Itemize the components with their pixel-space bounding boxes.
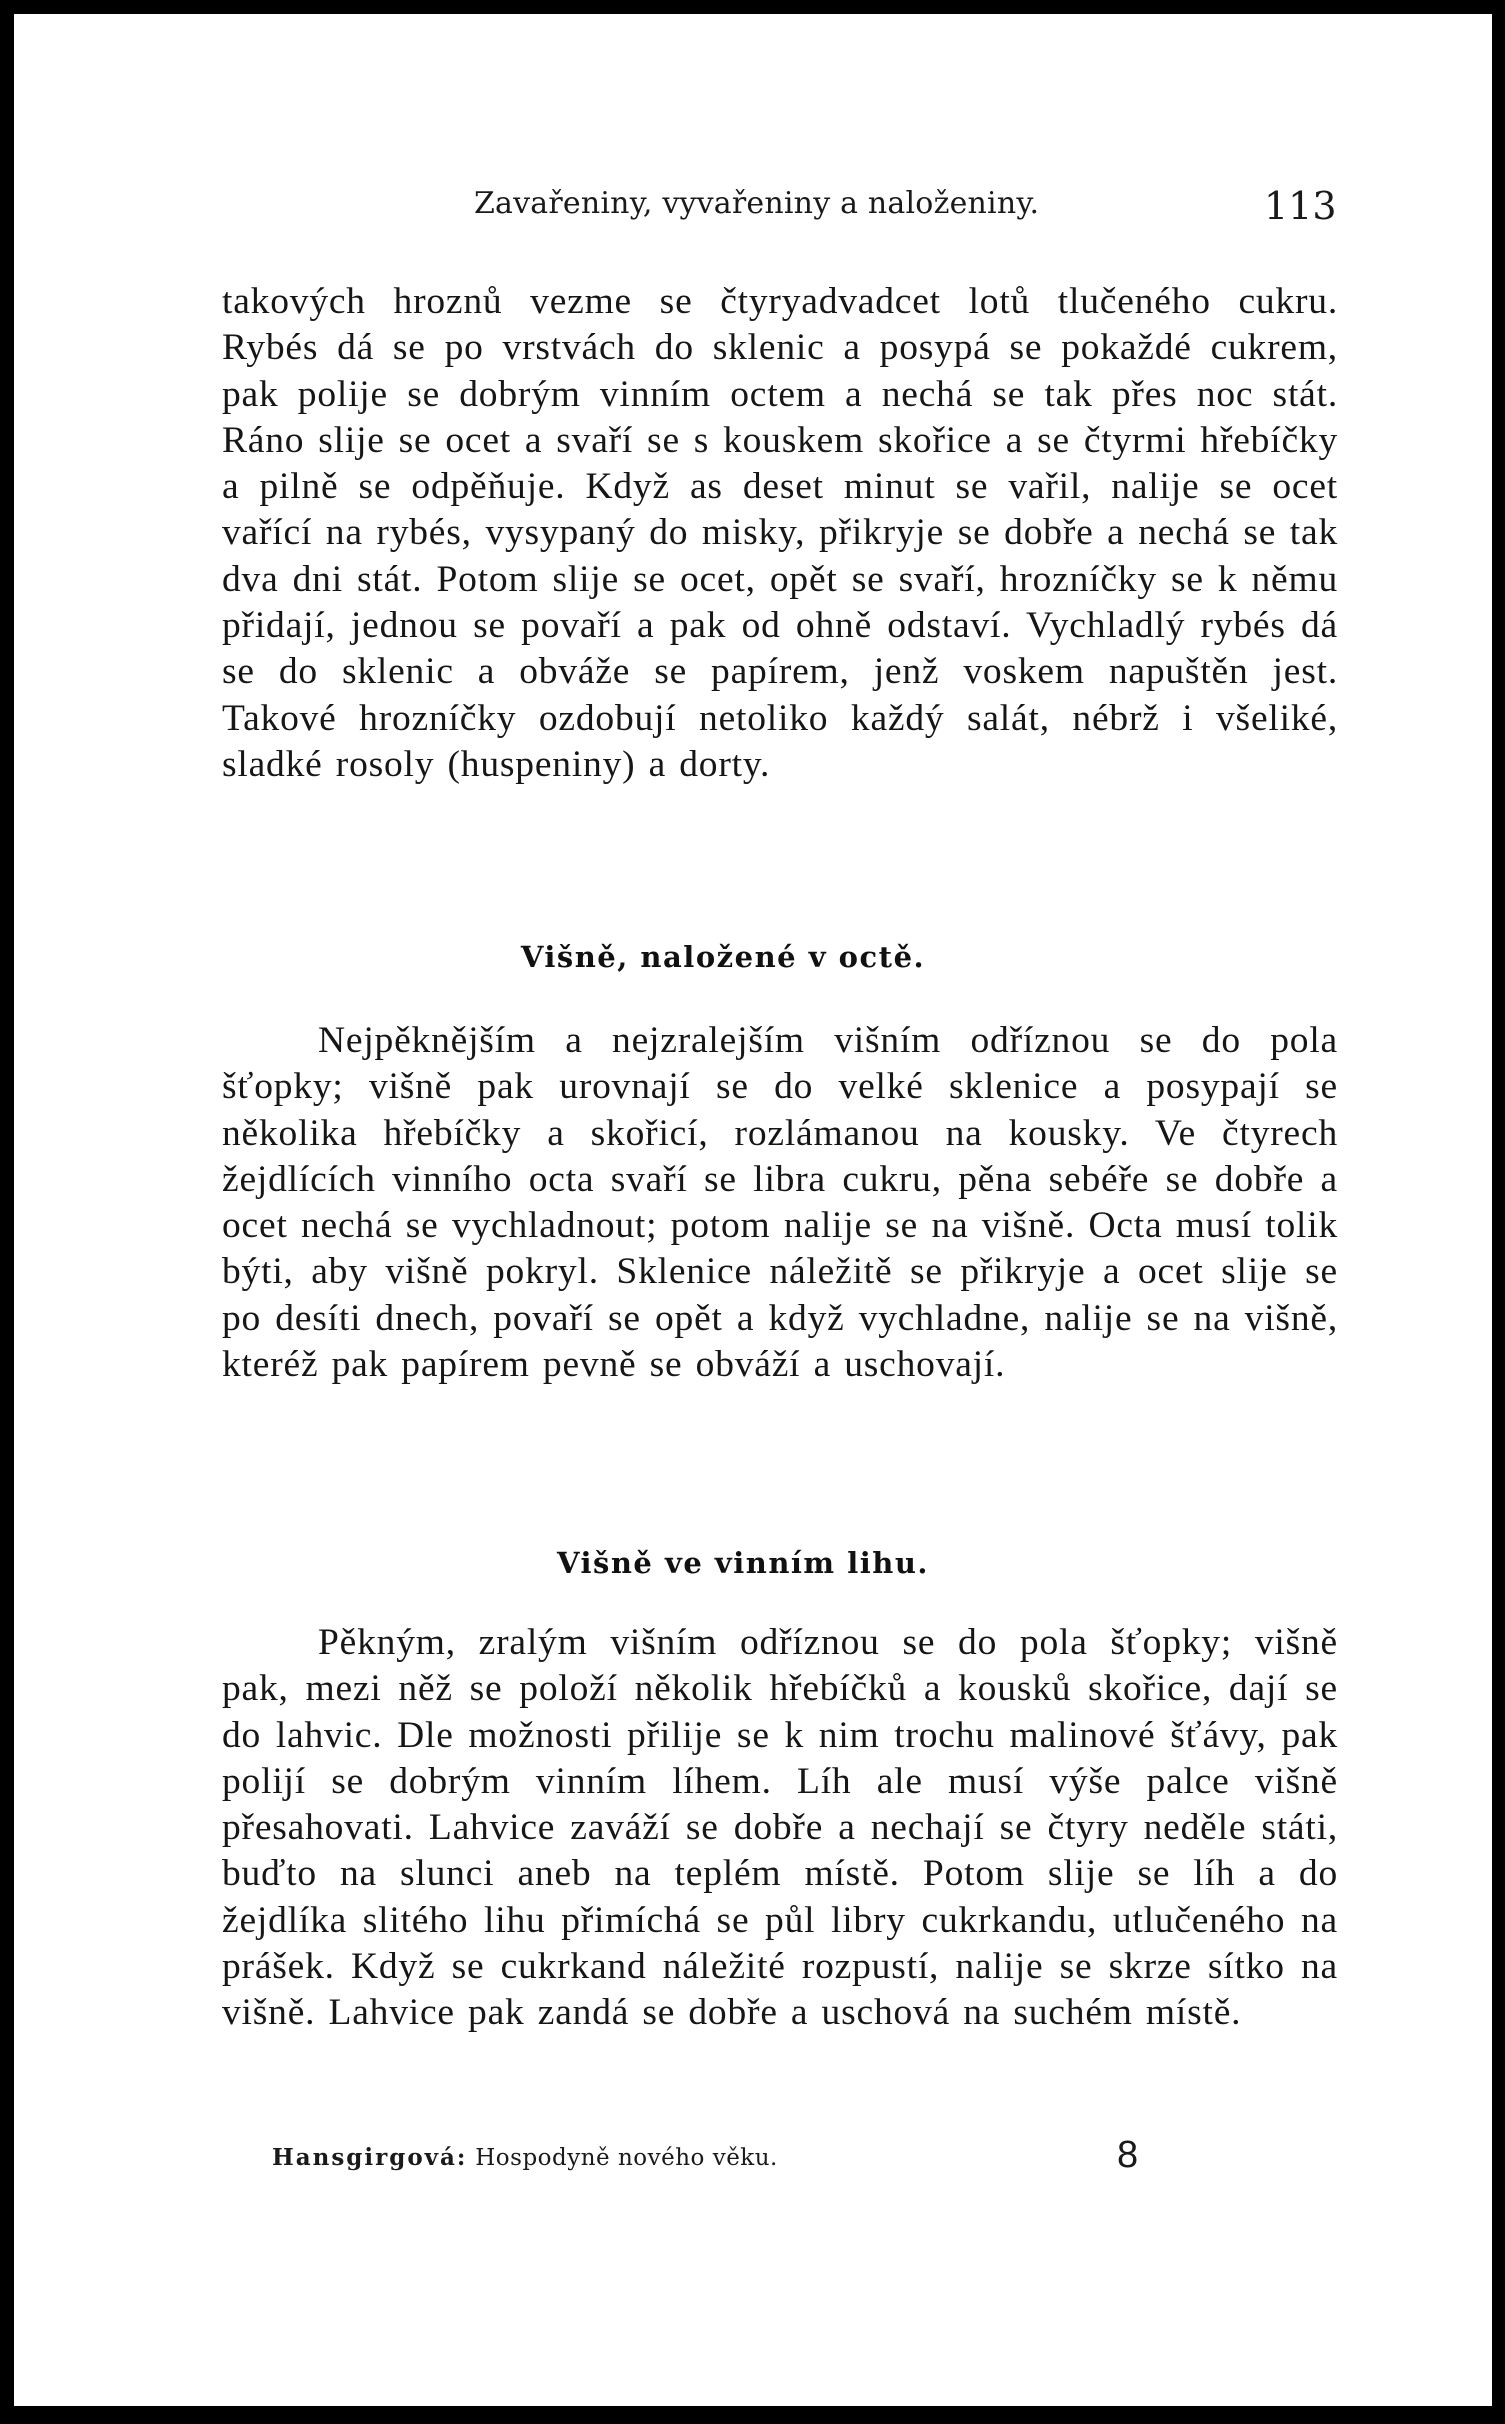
paragraph: Nejpěknějším a nejzralejším višním odříznou se do pola šťopky; višně pak urovnají se do velké sklenice a posypají se několika hřebíčky a skořicí, rozlámanou na kousky. Ve čtyrech žejdlících vinního octa svaří se libra cukru, pěna sebéře se dobře a ocet nechá se vychladnout; potom nalije se na višně. Octa musí tolik býti, aby višně pokryl. Sklenice náležitě se přikryje a ocet slije se po desíti dnech, povaří se opět a když vychladne, nalije se na višně, kteréž pak papírem pevně se obváží a uschovají. bbox=[222, 1020, 1338, 1386]
section-heading: Višně ve vinním lihu. bbox=[557, 1546, 929, 1580]
footer-book-title: Hospodyně nového věku. bbox=[475, 2145, 778, 2171]
paragraph: Pěkným, zralým višním odříznou se do pola šťopky; višně pak, mezi něž se položí několik hřebíčků a kousků skořice, dají se do lahvic. Dle možnosti přilije se k nim trochu malinové šťávy, pak polijí se dobrým vinním líhem. Líh ale musí výše palce višně přesahovati. Lahvice zaváží se dobře a nechají se čtyry neděle státi, buďto na slunci aneb na teplém místě. Potom slije se líh a do žejdlíka slitého lihu přimíchá se půl libry cukrkandu, utlučeného na prášek. Když se cukrkand náležité rozpustí, nalije se skrze sítko na višně. Lahvice pak zandá se dobře a uschová na suchém místě. bbox=[222, 1622, 1338, 2034]
footer-author: Hansgirgová: bbox=[272, 2144, 468, 2171]
book-page bbox=[14, 14, 1492, 2406]
signature-mark: 8 bbox=[1117, 2134, 1139, 2176]
section-heading: Višně, naložené v octě. bbox=[520, 940, 926, 974]
page-number: 113 bbox=[1264, 184, 1337, 228]
running-title: Zavařeniny, vyvařeniny a naloženiny. bbox=[474, 186, 1040, 221]
footer-signature bbox=[272, 2144, 778, 2171]
section-visne-lihu bbox=[222, 1620, 1338, 2037]
section-intro bbox=[222, 279, 1338, 788]
paragraph: takových hroznů vezme se čtyryadvadcet lotů tlučeného cukru. Rybés dá se po vrstvách do sklenic a posypá se pokaždé cukrem, pak polije se dobrým vinním octem a nechá se tak přes noc stát. Ráno slije se ocet a svaří se s kouskem skořice a se čtyrmi hřebíčky a pilně se odpěňuje. Když as deset minut se vařil, nalije se ocet vařící na rybés, vysypaný do misky, přikryje se dobře a nechá se tak dva dni stát. Potom slije se ocet, opět se svaří, hrozníčky se k němu přidají, jednou se povaří a pak od ohně odstaví. Vychladlý rybés dá se do sklenic a obváže se papírem, jenž voskem napuštěn jest. Takové hrozníčky ozdobují netoliko každý salát, nébrž i všeliké, sladké rosoly (huspeniny) a dorty. bbox=[222, 281, 1338, 785]
scan-edge bbox=[0, 0, 14, 2424]
section-visne-octe bbox=[222, 1018, 1338, 1388]
